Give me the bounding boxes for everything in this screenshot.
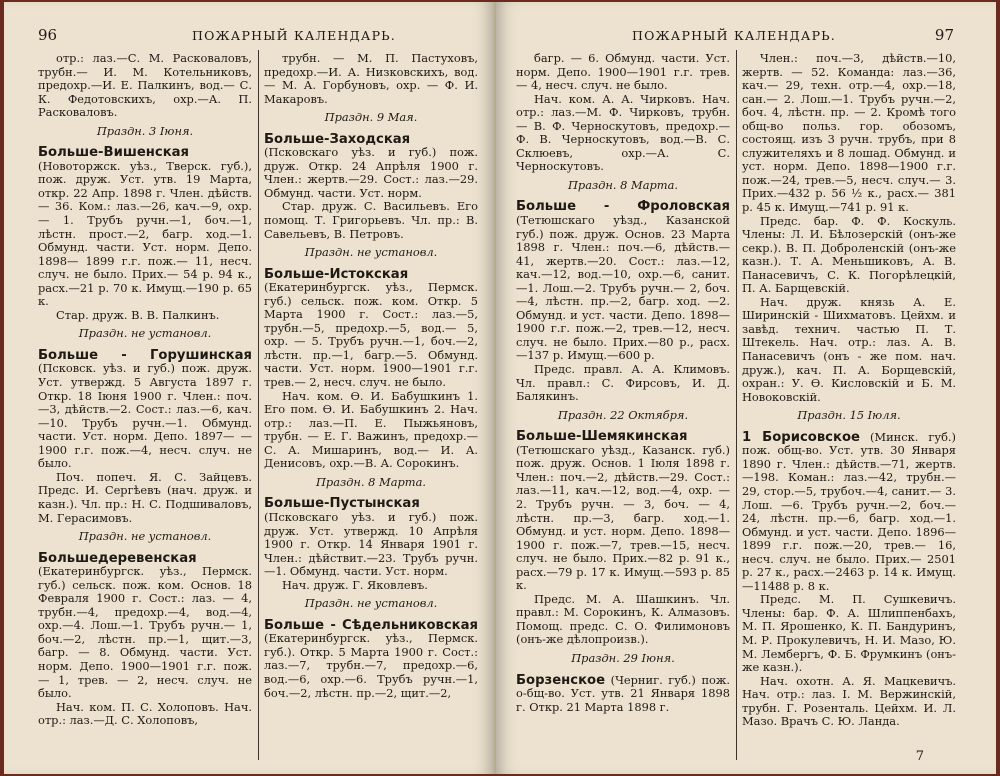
entry-heading: Больше-Вишенская xyxy=(38,145,190,161)
holiday-line: Праздн. не установл. xyxy=(78,529,212,544)
text-paragraph: Нач. охотн. А. Я. Мацкевичъ. Нач. отр.: лаз. І. М. Вержинскій, трубн. Г. Розенталь. Цейхм. И. Л. Мазо. Врачъ С. Ю. Ланда. xyxy=(742,673,956,729)
text-paragraph: Предс. М. А. Шашкинъ. Чл. правл.: М. Сорокинъ, К. Алмазовъ. Помощ. предс. С. О. Филимоновъ (онъ-же дѣлопроизв.). xyxy=(516,591,730,647)
text-paragraph: Предс. правл. А. А. Климовъ. Чл. правл.: С. Фирсовъ, И. Д. Балякинъ. xyxy=(516,362,730,404)
holiday-line: Праздн. не установл. xyxy=(304,245,438,260)
entry-text: (Черниг. губ.) пож. о-бщ-во. Уст. утв. 21 Января 1898 г. Откр. 21 Марта 1898 г. xyxy=(516,672,730,714)
entry-heading: Больше-Заходская xyxy=(264,131,411,147)
book-spread xyxy=(4,2,998,774)
holiday-line: Праздн. 8 Марта. xyxy=(567,177,679,192)
holiday-line: Праздн. 29 Іюня. xyxy=(571,650,675,665)
text-paragraph: Нач. друж. Г. Яковлевъ. xyxy=(282,577,428,592)
entry-paragraph xyxy=(742,431,956,594)
entry-text: (Екатеринбургск. уѣз., Пермск. губ.) сельск. пож. ком. Откр. 5 Марта 1900 г. Сост.: лаз.—5, трубн.—5, предохр.—5, вод.— 5, охр. — 5. Трубъ ручн.—1, боч.—2, лѣстн. пр.—1, багр.—5. Обмунд. части. Уст. норм. 1900—1901 г.г. трев.— 2, несч. случ. не было. xyxy=(264,280,478,390)
text-paragraph: Предс. М. П. Сушкевичъ. Члены: бар. Ф. А. Шлиппенбахъ, М. П. Ярошенко, К. П. Бандуринъ, М. Р. Прокулевичъ, Н. И. Мазо, Ю. М. Лембергъ, Ф. Б. Фрумкинъ (онъ-же казн.). xyxy=(742,592,956,675)
text-paragraph: Нач. ком. П. С. Холоповъ. Нач. отр.: лаз.—Д. С. Холоповъ, xyxy=(38,699,252,728)
entry-heading: Большедеревенская xyxy=(38,550,197,566)
text-paragraph: трубн. — М. П. Пастуховъ, предохр.—И. А. Низковскихъ, вод.— М. А. Горбуновъ, охр. — Ф. И. Макаровъ. xyxy=(264,52,478,106)
entry-text: (Екатеринбургск. уѣз., Пермск. губ.) сельск. пож. ком. Основ. 18 Февраля 1900 г. Сост.: лаз. — 4, трубн.—4, предохр.—4, вод.—4, охр.—4. Лош.—1. Трубъ ручн.— 1, боч.—2, лѣстн. пр.—1, щит.—3, багр. — 8. Обмунд. части. Уст. норм. Депо. 1900—1901 г.г. пож. — 1, трев. — 2, несч. случ. не было. xyxy=(38,564,252,701)
text-paragraph: Поч. попеч. Я. С. Зайцевъ. Предс. И. Сергѣевъ (нач. друж. и казн.). Чл. пр.: Н. С. Подшиваловъ, М. Герасимовъ. xyxy=(38,469,252,525)
holiday-line: Праздн. не установл. xyxy=(78,326,212,341)
entry-paragraph xyxy=(38,349,252,471)
entry-text: (Тетюшскаго уѣзд., Казанск. губ.) пож. друж. Основ. 1 Іюля 1898 г. Член.: поч.—2, дѣйств.—29. Сост.: лаз.—11, кач.—12, вод.—4, охр. — 2. Трубъ ручн. — 3, боч. — 4, лѣстн. пр.—3, багр. ход.—1. Обмунд. и уст. норм. Депо. 1898— 1900 г. пож.—7, трев.—15, несч. случ. не было. Прих.—82 р. 91 к., расх.—79 р. 17 к. Имущ.—593 р. 85 к. xyxy=(516,442,730,593)
entry-heading: Больше - Фроловская xyxy=(516,199,730,215)
entry-paragraph xyxy=(264,619,478,700)
entry-paragraph xyxy=(516,430,730,593)
text-paragraph: багр. — 6. Обмунд. части. Уст. норм. Депо. 1900—1901 г.г. трев. — 4, несч. случ. не было. xyxy=(516,52,730,93)
text-paragraph: Стар. друж. В. В. Палкинъ. xyxy=(56,307,220,322)
page-number: 97 xyxy=(934,26,954,44)
entry-heading: Больше-Пустынская xyxy=(264,496,420,512)
text-paragraph: отр.: лаз.—С. М. Расковаловъ, трубн.— И. М. Котельниковъ, предохр.—И. Е. Палкинъ, вод.— С. К. Федотовскихъ, охр.—А. П. Расковаловъ. xyxy=(38,52,252,120)
entry-text: (Екатеринбургск. уѣз., Пермск. губ.). Откр. 5 Марта 1900 г. Сост.: лаз.—7, трубн.—7, предохр.—6, вод.—6, охр.—6. Трубъ ручн.—1, боч.—2, лѣстн. пр.—2, щит.—2, xyxy=(264,631,478,700)
entry-text: (Псковскаго уѣз. и губ.) пож. друж. Откр. 24 Апрѣля 1900 г. Член.: жертв.—29. Сост.: лаз.—29. Обмунд. части. Уст. норм. xyxy=(264,145,478,200)
entry-heading: Больше-Истокская xyxy=(264,266,409,282)
column xyxy=(516,52,730,766)
holiday-line: Праздн. 9 Мая. xyxy=(324,110,418,125)
running-header: ПОЖАРНЫЙ КАЛЕНДАРЬ. xyxy=(192,28,396,43)
text-paragraph: Нач. ком. Ѳ. И. Бабушкинъ 1. Его пом. Ѳ. И. Бабушкинъ 2. Нач. отр.: лаз.—П. Е. Пыжьяновъ, трубн. — Е. Г. Важинъ, предохр.—С. А. Мишаринъ, вод.— И. А. Денисовъ, охр.—В. А. Сорокинъ. xyxy=(264,388,478,471)
entry-paragraph xyxy=(516,200,730,363)
text-paragraph: Стар. друж. С. Васильевъ. Его помощ. Т. Григорьевъ. Чл. пр.: В. Савельевъ, В. Петровъ. xyxy=(264,199,478,241)
text-paragraph: Член.: поч.—3, дѣйств.—10, жертв. — 52. Команда: лаз.—36, кач.— 29, техн. отр.—4, охр.—18, сан.— 2. Лош.—1. Трубъ ручн.—2, боч. 4, лѣстн. пр. — 2. Кромѣ того общ-во польз. гор. обозомъ, состоящ. изъ 3 ручн. трубъ, при 8 служителяхъ и 8 лошад. Обмунд. и уст. норм. Депо. 1898—1900 г.г. пож.—24, трев.—5, несч. случ.— 3. Прих.—432 р. 56 ½ к., расх.— 381 р. 45 к. Имущ.—741 р. 91 к. xyxy=(742,52,956,215)
entry-heading: Больше-Шемякинская xyxy=(516,429,688,445)
column xyxy=(264,52,478,766)
column xyxy=(38,52,252,766)
text-paragraph: Нач. друж. князь А. Е. Ширинскій - Шихматовъ. Цейхм. и завѣд. технич. частью П. Т. Штекель. Нач. отр.: лаз. А. В. Панасевичъ (онъ - же пом. нач. друж.), кач. П. А. Борщевскій, охран.: У. Ѳ. Кисловскій и Б. М. Новоковскій. xyxy=(742,294,956,404)
entry-heading: 1 Борисовское xyxy=(742,429,860,445)
page-number: 96 xyxy=(38,26,58,44)
holiday-line: Праздн. 3 Іюня. xyxy=(96,123,194,138)
left-page xyxy=(4,2,496,774)
entry-paragraph xyxy=(264,133,478,201)
column-divider xyxy=(258,50,259,760)
column xyxy=(742,52,956,766)
holiday-line: Праздн. 15 Іюля. xyxy=(797,408,901,423)
holiday-line: Праздн. 22 Октября. xyxy=(557,407,689,422)
signature-number: 7 xyxy=(915,749,924,764)
entry-paragraph xyxy=(264,497,478,578)
entry-paragraph xyxy=(38,146,252,309)
entry-paragraph xyxy=(264,268,478,390)
entry-text: (Новоторжск. уѣз., Тверск. губ.), пож. друж. Уст. утв. 19 Марта, откр. 22 Апр. 1898 г. Член. дѣйств.— 36. Ком.: лаз.—26, кач.—9, охр.— 1. Трубъ ручн.—1, боч.—1, лѣстн. прост.—2, багр. ход.—1. Обмунд. части. Уст. норм. Депо. 1898— 1899 г.г. пож.— 11, несч. случ. не было. Прих.— 54 р. 94 к., расх.—21 р. 70 к. Имущ.—190 р. 65 к. xyxy=(38,158,252,309)
entry-paragraph xyxy=(38,552,252,701)
entry-heading: Больше - Горушинская xyxy=(38,347,252,363)
entry-heading: Борзенское xyxy=(516,672,606,688)
right-page xyxy=(496,2,996,774)
text-paragraph: Нач. ком. А. А. Чирковъ. Нач. отр.: лаз.—М. Ф. Чирковъ, трубн. — В. Ф. Черноскутовъ, предохр.—Ф. В. Черноскутовъ, вод.—В. С. Склюевъ, охр.—А. С. Черноскутовъ. xyxy=(516,91,730,174)
running-header: ПОЖАРНЫЙ КАЛЕНДАРЬ. xyxy=(632,28,836,43)
holiday-line: Праздн. не установл. xyxy=(304,596,438,611)
entry-text: (Псковск. уѣз. и губ.) пож. друж. Уст. утвержд. 5 Августа 1897 г. Откр. 18 Іюня 1900 г. Член.: поч. —3, дѣйств.—2. Сост.: лаз.—6, кач.—10. Трубъ ручн.—1. Обмунд. части. Уст. норм. Депо. 1897— —1900 г.г. пож.—4, несч. случ. не было. xyxy=(38,361,252,471)
entry-text: (Тетюшскаго уѣзд., Казанской губ.) пож. друж. Основ. 23 Марта 1898 г. Член.: поч.—6, дѣйств.— 41, жертв.—20. Сост.: лаз.—12, кач.—12, вод.—10, охр.—6, санит.—1. Лош.—2. Трубъ ручн.— 2, боч.—4, лѣстн. пр.—2, багр. ход. —2. Обмунд. и уст. части. Депо. 1898—1900 г.г. пож.—2, трев.—12, несч. случ. не было. Прих.—80 р., расх.—137 р. Имущ.—600 р. xyxy=(516,213,730,363)
holiday-line: Праздн. 8 Марта. xyxy=(315,474,427,489)
entry-text: (Псковскаго уѣз. и губ.) пож. друж. Уст. утвержд. 10 Апрѣля 1900 г. Откр. 14 Января 1901 г. Член.: дѣйствит.—23. Трубъ ручн.—1. Обмунд. части. Уст. норм. xyxy=(264,509,478,579)
entry-text: (Минск. губ.) пож. общ-во. Уст. утв. 30 Января 1890 г. Член.: дѣйств.—71, жертв. —198. Коман.: лаз.—42, трубн.— 29, стор.—5, трубоч.—4, санит.— 3. Лош. —6. Трубъ ручн.—2, боч.— 24, лѣстн. пр.—6, багр. ход.—1. Обмунд. и уст. части. Депо. 1896—1899 г.г. пож.—20, трев.— 16, несч. случ. не было. Прих.— 2501 р. 27 к., расх.—2463 р. 14 к. Имущ.—11488 р. 8 к. xyxy=(742,429,956,593)
entry-heading: Больше - Сѣдельниковская xyxy=(264,617,478,633)
text-paragraph: Предс. бар. Ф. Ф. Коскуль. Члены: Л. И. Бѣлозерскій (онъ-же секр.). В. П. Доброленскій (онъ-же казн.). Т. А. Меньшиковъ, А. В. Панасевичъ, С. К. Погорѣлецкій, П. А. Барщевскій. xyxy=(742,213,956,296)
column-divider xyxy=(736,50,737,760)
entry-paragraph xyxy=(516,674,730,715)
